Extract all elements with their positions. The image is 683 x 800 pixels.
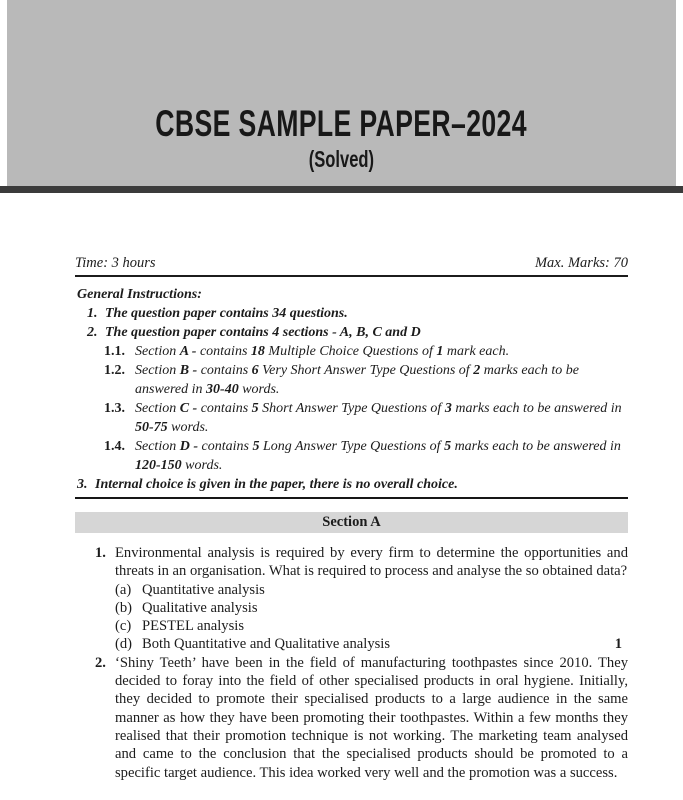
- instruction-item-2: [75, 323, 628, 342]
- header-divider-rule: [0, 186, 683, 193]
- instruction-number: 1.3.: [104, 401, 125, 416]
- instruction-number: 1.: [87, 306, 98, 321]
- instruction-subitem-1-1: [75, 342, 628, 361]
- question-text: ‘Shiny Teeth’ have been in the field of manufacturing toothpastes since 2010. They decided to foray into the field of other specialised products in oral hygiene. Initially, they decided to promote their specialised products to a large audience in the same manner as how they have been promoting their toothpastes. Within a few months they realised that their promotion technique is not working. The marketing team analysed and came to the conclusion that the specialised products should be promoted to a specific target audience. This idea worked very well and the promotion was a success.: [115, 654, 628, 781]
- question-text: Environmental analysis is required by every firm to determine the opportunities and threats in an organisation. What is required to process and analyse the so obtained data?: [115, 545, 628, 580]
- option-a: [115, 581, 628, 599]
- instruction-subitem-1-3: [75, 399, 628, 437]
- option-b: [115, 599, 628, 617]
- section-a-header: [75, 512, 628, 533]
- option-label: (b): [115, 599, 133, 616]
- option-label: (c): [115, 618, 132, 635]
- instruction-text: The question paper contains 4 sections - A, B, C and D: [105, 325, 421, 340]
- option-text: Qualitative analysis: [142, 599, 258, 616]
- instruction-item-1: [75, 304, 628, 323]
- instruction-text: The question paper contains 34 questions.: [105, 306, 348, 321]
- option-d: [115, 635, 628, 653]
- page-content: [75, 255, 628, 782]
- question-body: [115, 544, 628, 654]
- question-body: [115, 654, 628, 782]
- option-text: Both Quantitative and Qualitative analysis: [142, 636, 391, 653]
- instruction-subitem-1-4: [75, 437, 628, 475]
- instruction-subitem-1-2: [75, 361, 628, 399]
- question-number: 2.: [95, 654, 106, 671]
- instruction-number: 1.4.: [104, 439, 125, 454]
- instruction-item-3: [75, 475, 628, 494]
- question-1: [75, 544, 628, 654]
- exam-meta-row: [75, 255, 628, 277]
- instructions-heading: General Instructions:: [77, 287, 202, 302]
- paper-title: CBSE SAMPLE PAPER–2024: [155, 103, 528, 145]
- section-a-label: Section A: [322, 514, 381, 530]
- question-number: 1.: [95, 545, 106, 561]
- instruction-text: Section C - contains 5 Short Answer Type Questions of 3 marks each to be answered in 50-75 words.: [135, 401, 622, 435]
- option-c: [115, 617, 628, 635]
- instruction-number: 1.2.: [104, 363, 125, 378]
- instruction-text: Section D - contains 5 Long Answer Type Questions of 5 marks each to be answered in 120-150 words.: [135, 439, 621, 473]
- instructions-bottom-rule: [75, 497, 628, 499]
- general-instructions: [75, 285, 628, 494]
- instruction-text: Section A - contains 18 Multiple Choice Questions of 1 mark each.: [135, 344, 510, 359]
- option-text: Quantitative analysis: [142, 581, 265, 598]
- instruction-number: 1.1.: [104, 344, 125, 359]
- question-2: [75, 654, 628, 782]
- instruction-number: 2.: [87, 325, 98, 340]
- option-label: (d): [115, 636, 133, 653]
- time-allowed-label: Time: 3 hours: [75, 255, 156, 271]
- instruction-number: 3.: [77, 477, 88, 492]
- option-text: PESTEL analysis: [142, 618, 245, 635]
- instruction-text: Internal choice is given in the paper, there is no overall choice.: [95, 477, 458, 492]
- marks-badge: 1: [614, 636, 622, 653]
- paper-header: [7, 0, 676, 186]
- paper-subtitle: (Solved): [308, 145, 375, 172]
- instruction-text: Section B - contains 6 Very Short Answer Type Questions of 2 marks each to be answered in 30-40 words.: [135, 363, 579, 397]
- max-marks-label: Max. Marks: 70: [534, 255, 628, 271]
- option-label: (a): [115, 581, 132, 598]
